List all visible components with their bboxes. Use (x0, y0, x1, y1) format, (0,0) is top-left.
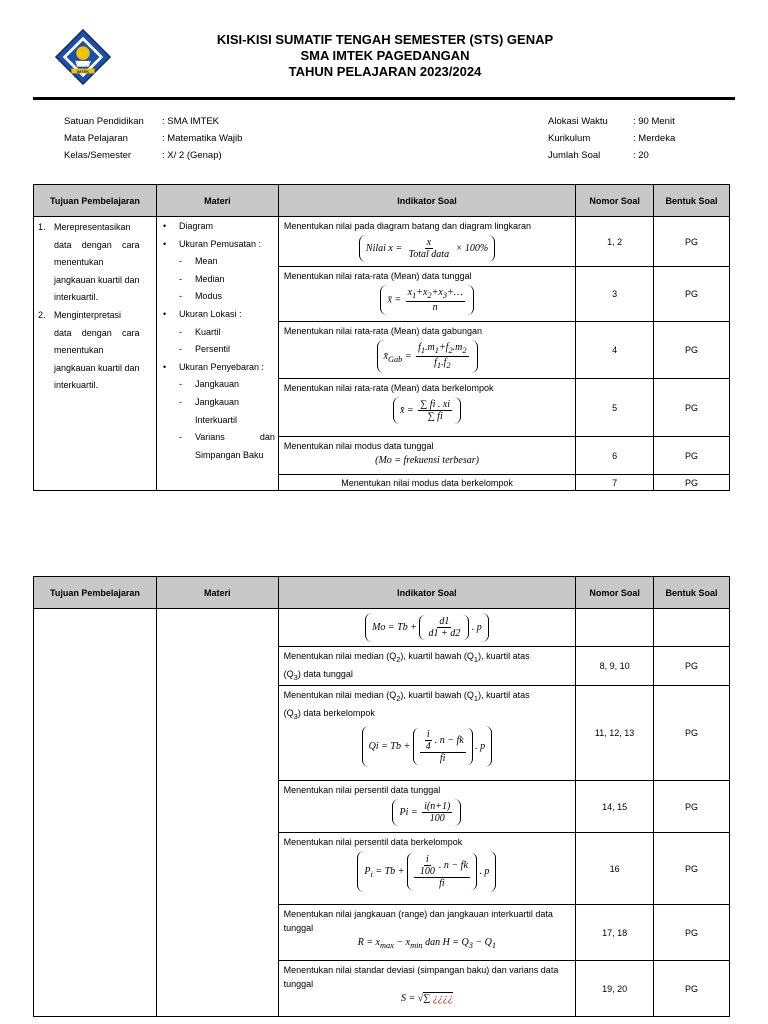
formula-mean-grouped: x̄ = $\frac{\sum fi . xi}{\sum fi}$ (279, 395, 575, 427)
materi-subitem: - Median (178, 273, 225, 284)
table-row (34, 609, 730, 647)
table-header-row (34, 185, 730, 217)
nomor-cell: 7 (576, 475, 654, 491)
info-row (64, 130, 242, 147)
indikator-cell (278, 686, 576, 781)
info-label: Alokasi Waktu (548, 116, 608, 127)
tujuan-line: data dengan cara (54, 239, 140, 250)
formula-percentile-grouped: $P_i = Tb$ + $\frac{i}{100}$ . n − fk fi . p (279, 849, 576, 895)
indikator-cell (278, 437, 575, 475)
indikator-text: Menentukan nilai rata-rata (Mean) data gabungan (283, 326, 482, 336)
indikator-text: Menentukan nilai persentil data berkelompok (283, 837, 463, 847)
formula-mode-single: (Mo = frekuensi terbesar) (375, 455, 479, 466)
info-value: : 20 (633, 150, 649, 161)
info-row (64, 113, 242, 130)
formula-mode-grouped: Mo = Tb + $\frac{d1}{d1 + d2}$ . p (279, 611, 576, 645)
col-header-nomor: Nomor Soal (576, 185, 654, 217)
indikator-cell (278, 905, 576, 961)
indikator-text: Menentukan nilai rata-rata (Mean) data berkelompok (283, 383, 494, 393)
indikator-text: Menentukan nilai pada diagram batang dan diagram lingkaran (283, 221, 532, 231)
bentuk-cell: PG (654, 379, 730, 437)
indikator-text: Menentukan nilai standar deviasi (simpangan baku) dan varians data tunggal (283, 965, 559, 989)
bentuk-cell-empty (654, 609, 730, 647)
logo-text: IMTEK (76, 69, 90, 74)
materi-subitem: - Persentil (178, 344, 230, 355)
formula-mean-combined: $x̄_{Gab}$ = $\frac{f_1.m_1+f_2.m_2}{f_1.f_2}$ (279, 338, 575, 376)
col-header-tujuan: Tujuan Pembelajaran (34, 185, 157, 217)
info-row (548, 147, 675, 164)
info-right (548, 113, 675, 164)
indikator-cell (278, 781, 576, 833)
nomor-cell: 6 (576, 437, 654, 475)
bentuk-cell: PG (654, 781, 730, 833)
title-line-3: TAHUN PELAJARAN 2023/2024 (288, 64, 482, 79)
nomor-cell: 4 (576, 322, 654, 379)
nomor-cell: 11, 12, 13 (576, 686, 654, 781)
indikator-cell (278, 379, 575, 437)
bentuk-cell: PG (654, 322, 730, 379)
materi-subitem-cont: Interkuartil (194, 414, 237, 425)
indikator-cell (278, 833, 576, 905)
tujuan-num: 1. (38, 222, 46, 232)
materi-item: • Diagram (162, 221, 213, 231)
school-logo-icon (54, 28, 112, 86)
header-divider (33, 97, 735, 100)
indikator-text: Menentukan nilai rata-rata (Mean) data tunggal (283, 271, 472, 281)
nomor-cell: 16 (576, 833, 654, 905)
indikator-text: Menentukan nilai jangkauan (range) dan jangkauan interkuartil data tunggal (283, 909, 553, 933)
info-label: Satuan Pendidikan (64, 116, 144, 127)
col-header-nomor: Nomor Soal (576, 577, 654, 609)
info-label: Kurikulum (548, 133, 591, 144)
info-label: Kelas/Semester (64, 150, 132, 161)
bentuk-cell: PG (654, 833, 730, 905)
table-header-row (34, 577, 730, 609)
info-row (548, 113, 675, 130)
materi-cell-empty (156, 609, 278, 1017)
info-row (548, 130, 675, 147)
nomor-cell: 1, 2 (576, 217, 654, 267)
col-header-tujuan: Tujuan Pembelajaran (34, 577, 157, 609)
info-label: Mata Pelajaran (64, 133, 128, 144)
indikator-cell (278, 961, 576, 1017)
materi-item: • Ukuran Lokasi : (162, 308, 242, 319)
bentuk-cell: PG (654, 217, 730, 267)
materi-item: • Ukuran Pemusatan : (162, 238, 261, 249)
nomor-cell: 14, 15 (576, 781, 654, 833)
formula-percentage: Nilai x = $\frac{x}{\text{Total data}}$ × 100% (279, 233, 575, 265)
kisi-table-1 (33, 184, 730, 491)
col-header-indikator: Indikator Soal (278, 185, 575, 217)
formula-mean-single: x̄ = $\frac{x_1+x_2+x_3+\dots}{n}$ (279, 283, 575, 318)
info-value: : X/ 2 (Genap) (162, 150, 222, 161)
tujuan-line: menentukan (54, 345, 104, 356)
formula-range: $R = x_{max} - x_{min}$ dan $H = Q_3 - Q_1$ (357, 937, 497, 950)
indikator-cell (278, 217, 575, 267)
tujuan-line: jangkauan kuartil dan (54, 274, 140, 285)
tujuan-item (38, 219, 152, 307)
nomor-cell: 19, 20 (576, 961, 654, 1017)
indikator-cell: Menentukan nilai modus data berkelompok (278, 475, 575, 491)
table-row (34, 217, 730, 267)
info-value: : 90 Menit (633, 116, 675, 127)
indikator-cell (278, 609, 576, 647)
info-left (64, 113, 242, 164)
materi-subitem: - Jangkauan (178, 379, 239, 390)
materi-subitem: - Kuartil (178, 326, 221, 337)
col-header-indikator: Indikator Soal (278, 577, 576, 609)
indikator-text: Menentukan nilai persentil data tunggal (283, 785, 441, 795)
materi-subitem: - Modus (178, 291, 222, 302)
document-title (140, 32, 630, 80)
tujuan-line: Merepresentasikan (54, 222, 131, 232)
materi-cell (156, 217, 278, 491)
tujuan-cell (34, 217, 157, 491)
indikator-text: Menentukan nilai median $(Q_2)$, kuartil bawah $(Q_1)$, kuartil atas $(Q_3)$ data tunggal (283, 651, 530, 682)
tujuan-item (38, 307, 152, 395)
nomor-cell: 17, 18 (576, 905, 654, 961)
indikator-cell (278, 267, 575, 322)
info-row (64, 147, 242, 164)
nomor-cell-empty (576, 609, 654, 647)
indikator-cell (278, 322, 575, 379)
title-line-1: KISI-KISI SUMATIF TENGAH SEMESTER (STS) GENAP (216, 32, 554, 47)
nomor-cell: 5 (576, 379, 654, 437)
kisi-table-2 (33, 576, 730, 1017)
indikator-text: Menentukan nilai median $(Q_2)$, kuartil bawah $(Q_1)$, kuartil atas $(Q_3)$ data berkelompok (283, 690, 530, 721)
col-header-bentuk: Bentuk Soal (654, 185, 730, 217)
col-header-materi: Materi (156, 577, 278, 609)
materi-subitem: - Mean (178, 256, 218, 267)
title-line-2: SMA IMTEK PAGEDANGAN (300, 48, 470, 63)
tujuan-line: interkuartil. (54, 380, 99, 391)
info-value: : Merdeka (633, 133, 676, 144)
tujuan-num: 2. (38, 309, 46, 320)
info-value: : Matematika Wajib (162, 133, 243, 144)
bentuk-cell: PG (654, 905, 730, 961)
tujuan-line: interkuartil. (54, 292, 99, 303)
indikator-cell (278, 647, 576, 686)
bentuk-cell: PG (654, 475, 730, 491)
formula-std-dev: S = √∑ ¿¿¿¿ (400, 993, 453, 1004)
tujuan-line: jangkauan kuartil dan (54, 362, 140, 373)
formula-percentile-single: Pi = $\frac{i(n+1)}{100}$ (279, 797, 576, 829)
info-value: : SMA IMTEK (162, 116, 220, 127)
bentuk-cell: PG (654, 437, 730, 475)
bentuk-cell: PG (654, 686, 730, 781)
materi-item: • Ukuran Penyebaran : (162, 361, 264, 372)
col-header-materi: Materi (156, 185, 278, 217)
tujuan-line: menentukan (54, 257, 104, 268)
nomor-cell: 3 (576, 267, 654, 322)
materi-subitem: - Jangkauan (178, 396, 239, 407)
tujuan-cell-empty (34, 609, 157, 1017)
formula-quartile-grouped: Qi = Tb + $\frac{i}{4}$ . n − fk fi . p (279, 724, 576, 770)
nomor-cell: 8, 9, 10 (576, 647, 654, 686)
tujuan-line: data dengan cara (54, 327, 140, 338)
bentuk-cell: PG (654, 267, 730, 322)
col-header-bentuk: Bentuk Soal (654, 577, 730, 609)
materi-subitem-cont: Simpangan Baku (194, 449, 264, 460)
tujuan-line: Menginterpretasi (54, 309, 122, 320)
info-label: Jumlah Soal (548, 150, 601, 161)
indikator-text: Menentukan nilai modus data tunggal (283, 441, 434, 451)
materi-subitem: - Varians dan (178, 432, 275, 443)
bentuk-cell: PG (654, 961, 730, 1017)
bentuk-cell: PG (654, 647, 730, 686)
